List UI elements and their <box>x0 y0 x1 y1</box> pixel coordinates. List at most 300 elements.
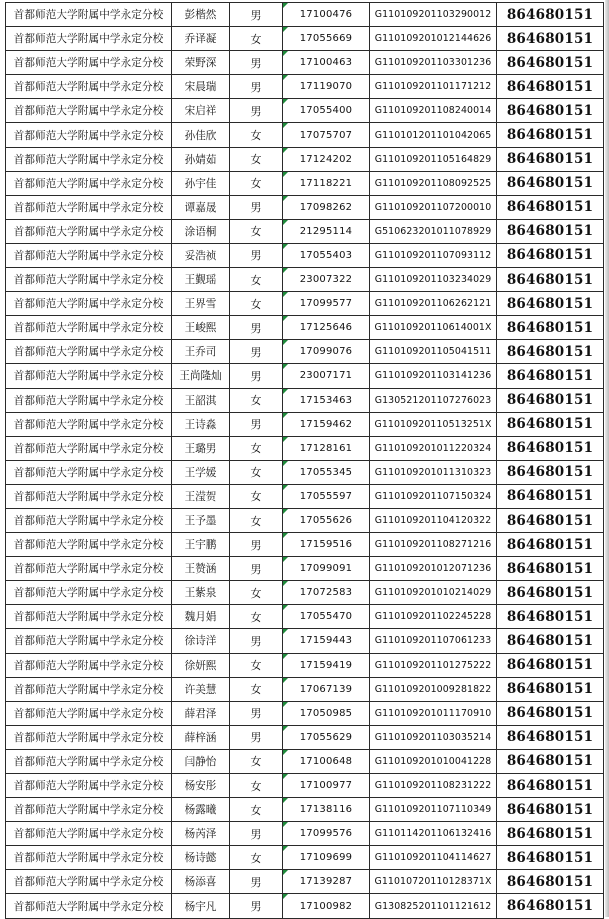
school-cell[interactable] <box>6 51 172 75</box>
table-row <box>6 894 604 918</box>
student-name-cell-text: 王峻熙 <box>184 322 217 335</box>
school-code-cell[interactable] <box>497 629 604 653</box>
registration-code-cell[interactable] <box>370 605 497 629</box>
school-cell[interactable] <box>6 605 172 629</box>
registration-code-cell-text: G110109201107093112 <box>374 249 492 261</box>
gender-cell[interactable] <box>230 364 283 388</box>
school-code-cell[interactable] <box>497 508 604 532</box>
student-name-cell[interactable] <box>172 51 230 75</box>
gender-cell-text: 男 <box>250 731 262 745</box>
registration-code-cell-text: G130825201101121612 <box>374 900 492 912</box>
school-cell[interactable] <box>6 677 172 701</box>
school-code-cell[interactable] <box>497 798 604 822</box>
school-cell[interactable] <box>6 846 172 870</box>
gender-cell[interactable] <box>230 388 283 412</box>
school-cell[interactable] <box>6 243 172 267</box>
student-name-cell[interactable] <box>172 749 230 773</box>
student-name-cell[interactable] <box>172 677 230 701</box>
school-code-cell[interactable] <box>497 27 604 51</box>
gender-cell[interactable] <box>230 51 283 75</box>
registration-code-cell[interactable] <box>370 870 497 894</box>
student-id-cell[interactable] <box>283 147 370 171</box>
school-cell[interactable] <box>6 292 172 316</box>
registration-code-cell[interactable] <box>370 75 497 99</box>
registration-code-cell-text: G110109201108240014 <box>374 105 492 117</box>
school-code-cell[interactable] <box>497 219 604 243</box>
school-cell[interactable] <box>6 147 172 171</box>
school-code-cell[interactable] <box>497 388 604 412</box>
gender-cell[interactable] <box>230 870 283 894</box>
student-id-cell[interactable] <box>283 894 370 918</box>
gender-cell[interactable] <box>230 75 283 99</box>
gender-cell[interactable] <box>230 533 283 557</box>
gender-cell[interactable] <box>230 412 283 436</box>
school-code-cell[interactable] <box>497 894 604 918</box>
table-row <box>6 123 604 147</box>
student-id-cell[interactable] <box>283 3 370 27</box>
table-row <box>6 316 604 340</box>
school-cell-text: 首都师范大学附属中学永定分校 <box>13 900 164 913</box>
student-id-cell[interactable] <box>283 340 370 364</box>
gender-cell-text: 女 <box>250 297 262 311</box>
student-name-cell-text: 王界雪 <box>184 298 217 311</box>
school-code-cell[interactable] <box>497 460 604 484</box>
registration-code-cell-text: G110109201107150324 <box>374 490 492 502</box>
table-row <box>6 677 604 701</box>
student-name-cell[interactable] <box>172 629 230 653</box>
student-id-cell-text: 17099091 <box>299 563 353 575</box>
school-code-cell[interactable] <box>497 316 604 340</box>
student-name-cell[interactable] <box>172 75 230 99</box>
gender-cell[interactable] <box>230 581 283 605</box>
gender-cell[interactable] <box>230 484 283 508</box>
student-name-cell[interactable] <box>172 894 230 918</box>
school-cell[interactable] <box>6 701 172 725</box>
student-name-cell-text: 闫静怡 <box>184 755 217 768</box>
student-id-cell[interactable] <box>283 605 370 629</box>
registration-code-cell[interactable] <box>370 725 497 749</box>
school-code-cell[interactable] <box>497 581 604 605</box>
gender-cell[interactable] <box>230 677 283 701</box>
table-row <box>6 798 604 822</box>
registration-code-cell[interactable] <box>370 629 497 653</box>
table-row <box>6 99 604 123</box>
gender-cell[interactable] <box>230 508 283 532</box>
student-id-cell[interactable] <box>283 822 370 846</box>
registration-code-cell[interactable] <box>370 27 497 51</box>
registration-code-cell[interactable] <box>370 677 497 701</box>
school-code-cell[interactable] <box>497 870 604 894</box>
student-id-cell[interactable] <box>283 533 370 557</box>
student-name-cell[interactable] <box>172 219 230 243</box>
school-code-cell[interactable] <box>497 292 604 316</box>
student-id-cell[interactable] <box>283 484 370 508</box>
school-cell[interactable] <box>6 123 172 147</box>
student-id-cell[interactable] <box>283 268 370 292</box>
school-cell[interactable] <box>6 171 172 195</box>
school-cell[interactable] <box>6 581 172 605</box>
gender-cell-text: 男 <box>250 827 262 841</box>
student-name-cell[interactable] <box>172 484 230 508</box>
table-row <box>6 533 604 557</box>
registration-code-cell-text: G110109201101275222 <box>374 659 492 671</box>
student-name-cell[interactable] <box>172 701 230 725</box>
gender-cell[interactable] <box>230 123 283 147</box>
school-code-cell[interactable] <box>497 533 604 557</box>
student-id-cell[interactable] <box>283 364 370 388</box>
student-name-cell[interactable] <box>172 822 230 846</box>
registration-code-cell[interactable] <box>370 292 497 316</box>
student-name-cell[interactable] <box>172 533 230 557</box>
gender-cell-text: 女 <box>250 490 262 504</box>
school-code-cell[interactable] <box>497 99 604 123</box>
student-name-cell[interactable] <box>172 460 230 484</box>
student-id-cell[interactable] <box>283 75 370 99</box>
number-as-text-warning-icon <box>283 533 288 538</box>
student-id-cell[interactable] <box>283 774 370 798</box>
registration-code-cell[interactable] <box>370 557 497 581</box>
school-code-cell[interactable] <box>497 147 604 171</box>
registration-code-cell[interactable] <box>370 749 497 773</box>
school-code-cell[interactable] <box>497 364 604 388</box>
student-name-cell[interactable] <box>172 774 230 798</box>
school-code-cell[interactable] <box>497 268 604 292</box>
student-id-cell[interactable] <box>283 123 370 147</box>
registration-code-cell-text: G110109201102245228 <box>374 611 492 623</box>
school-cell[interactable] <box>6 3 172 27</box>
registration-code-cell-text: G110109201103234029 <box>374 274 492 286</box>
student-name-cell[interactable] <box>172 846 230 870</box>
student-name-cell-text: 王予墨 <box>184 515 217 528</box>
school-cell[interactable] <box>6 27 172 51</box>
gender-cell[interactable] <box>230 268 283 292</box>
student-id-cell[interactable] <box>283 557 370 581</box>
school-cell-text: 首都师范大学附属中学永定分校 <box>13 587 164 600</box>
student-name-cell-text: 王学媛 <box>184 466 217 479</box>
student-id-cell[interactable] <box>283 99 370 123</box>
school-code-cell[interactable] <box>497 557 604 581</box>
number-as-text-warning-icon <box>283 798 288 803</box>
registration-code-cell[interactable] <box>370 195 497 219</box>
student-id-cell-text: 17055345 <box>299 466 353 478</box>
student-name-cell[interactable] <box>172 725 230 749</box>
school-code-cell[interactable] <box>497 677 604 701</box>
school-cell[interactable] <box>6 219 172 243</box>
student-name-cell-text: 孙婧茹 <box>184 153 217 166</box>
gender-cell[interactable] <box>230 436 283 460</box>
school-cell[interactable] <box>6 822 172 846</box>
student-name-cell-text: 薛君泽 <box>184 707 217 720</box>
school-cell[interactable] <box>6 340 172 364</box>
student-name-cell[interactable] <box>172 581 230 605</box>
gender-cell-text: 女 <box>250 177 262 191</box>
student-id-cell[interactable] <box>283 677 370 701</box>
student-name-cell[interactable] <box>172 99 230 123</box>
gender-cell[interactable] <box>230 822 283 846</box>
registration-code-cell[interactable] <box>370 219 497 243</box>
student-id-cell[interactable] <box>283 219 370 243</box>
student-name-cell[interactable] <box>172 171 230 195</box>
gender-cell[interactable] <box>230 219 283 243</box>
student-name-cell[interactable] <box>172 364 230 388</box>
school-cell[interactable] <box>6 798 172 822</box>
school-code-cell[interactable] <box>497 171 604 195</box>
gender-cell[interactable] <box>230 557 283 581</box>
student-name-cell[interactable] <box>172 268 230 292</box>
gender-cell[interactable] <box>230 316 283 340</box>
student-id-cell[interactable] <box>283 653 370 677</box>
student-name-cell[interactable] <box>172 243 230 267</box>
school-cell[interactable] <box>6 268 172 292</box>
gender-cell[interactable] <box>230 846 283 870</box>
student-name-cell[interactable] <box>172 508 230 532</box>
student-id-cell[interactable] <box>283 798 370 822</box>
student-name-cell-text: 许美慧 <box>184 683 217 696</box>
gender-cell[interactable] <box>230 27 283 51</box>
school-code-cell-text: 864680151 <box>506 536 594 553</box>
school-code-cell[interactable] <box>497 436 604 460</box>
school-cell[interactable] <box>6 364 172 388</box>
student-name-cell-text: 徐妍熙 <box>184 659 217 672</box>
student-id-cell[interactable] <box>283 243 370 267</box>
registration-code-cell[interactable] <box>370 894 497 918</box>
school-cell-text: 首都师范大学附属中学永定分校 <box>13 707 164 720</box>
student-name-cell[interactable] <box>172 798 230 822</box>
registration-code-cell[interactable] <box>370 581 497 605</box>
student-id-cell[interactable] <box>283 171 370 195</box>
table-row <box>6 412 604 436</box>
number-as-text-warning-icon <box>283 678 288 683</box>
table-row <box>6 846 604 870</box>
student-name-cell[interactable] <box>172 412 230 436</box>
student-name-cell-text: 乔译凝 <box>184 33 217 46</box>
gender-cell-text: 女 <box>250 779 262 793</box>
gender-cell[interactable] <box>230 653 283 677</box>
table-row <box>6 171 604 195</box>
registration-code-cell[interactable] <box>370 460 497 484</box>
school-code-cell[interactable] <box>497 412 604 436</box>
student-id-cell[interactable] <box>283 195 370 219</box>
school-cell[interactable] <box>6 99 172 123</box>
student-name-cell[interactable] <box>172 27 230 51</box>
student-name-cell[interactable] <box>172 388 230 412</box>
registration-code-cell[interactable] <box>370 822 497 846</box>
table-row <box>6 774 604 798</box>
school-code-cell[interactable] <box>497 340 604 364</box>
gender-cell[interactable] <box>230 894 283 918</box>
registration-code-cell[interactable] <box>370 3 497 27</box>
school-code-cell-text: 864680151 <box>506 319 594 336</box>
gender-cell[interactable] <box>230 460 283 484</box>
school-code-cell[interactable] <box>497 605 604 629</box>
registration-code-cell[interactable] <box>370 171 497 195</box>
school-cell[interactable] <box>6 557 172 581</box>
gender-cell[interactable] <box>230 3 283 27</box>
student-name-cell[interactable] <box>172 3 230 27</box>
school-code-cell-text: 864680151 <box>506 512 594 529</box>
student-id-cell[interactable] <box>283 749 370 773</box>
registration-code-cell[interactable] <box>370 412 497 436</box>
number-as-text-warning-icon <box>283 364 288 369</box>
student-name-cell-text: 王诗淼 <box>184 418 217 431</box>
registration-code-cell[interactable] <box>370 701 497 725</box>
student-id-cell[interactable] <box>283 27 370 51</box>
student-name-cell-text: 王觐瑶 <box>184 274 217 287</box>
gender-cell[interactable] <box>230 171 283 195</box>
student-id-cell-text: 17139287 <box>299 876 353 888</box>
student-id-cell[interactable] <box>283 870 370 894</box>
student-id-cell[interactable] <box>283 581 370 605</box>
gender-cell[interactable] <box>230 725 283 749</box>
student-name-cell[interactable] <box>172 340 230 364</box>
registration-code-cell[interactable] <box>370 99 497 123</box>
school-code-cell[interactable] <box>497 701 604 725</box>
school-code-cell[interactable] <box>497 243 604 267</box>
gender-cell[interactable] <box>230 629 283 653</box>
gender-cell[interactable] <box>230 243 283 267</box>
school-code-cell-text: 864680151 <box>506 777 594 794</box>
registration-code-cell[interactable] <box>370 846 497 870</box>
registration-code-cell[interactable] <box>370 316 497 340</box>
registration-code-cell[interactable] <box>370 243 497 267</box>
school-cell[interactable] <box>6 460 172 484</box>
number-as-text-warning-icon <box>283 27 288 32</box>
gender-cell[interactable] <box>230 701 283 725</box>
school-cell[interactable] <box>6 412 172 436</box>
table-row <box>6 27 604 51</box>
registration-code-cell[interactable] <box>370 268 497 292</box>
gender-cell-text: 女 <box>250 610 262 624</box>
school-cell[interactable] <box>6 388 172 412</box>
registration-code-cell[interactable] <box>370 123 497 147</box>
gender-cell-text: 女 <box>250 586 262 600</box>
school-code-cell[interactable] <box>497 749 604 773</box>
gender-cell[interactable] <box>230 798 283 822</box>
registration-code-cell-text: G110109201107200010 <box>374 201 492 213</box>
number-as-text-warning-icon <box>283 75 288 80</box>
student-name-cell[interactable] <box>172 870 230 894</box>
school-code-cell[interactable] <box>497 822 604 846</box>
student-name-cell[interactable] <box>172 605 230 629</box>
registration-code-cell[interactable] <box>370 436 497 460</box>
registration-code-cell[interactable] <box>370 798 497 822</box>
school-cell[interactable] <box>6 725 172 749</box>
school-code-cell-text: 864680151 <box>506 440 594 457</box>
registration-code-cell-text: G110109201106262121 <box>374 298 492 310</box>
gender-cell-text: 男 <box>250 418 262 432</box>
school-cell[interactable] <box>6 533 172 557</box>
gender-cell[interactable] <box>230 749 283 773</box>
student-name-cell[interactable] <box>172 147 230 171</box>
student-id-cell[interactable] <box>283 629 370 653</box>
student-id-cell[interactable] <box>283 725 370 749</box>
school-cell[interactable] <box>6 653 172 677</box>
student-id-cell[interactable] <box>283 412 370 436</box>
registration-code-cell[interactable] <box>370 508 497 532</box>
registration-code-cell[interactable] <box>370 653 497 677</box>
registration-code-cell[interactable] <box>370 147 497 171</box>
registration-code-cell[interactable] <box>370 340 497 364</box>
student-name-cell[interactable] <box>172 292 230 316</box>
student-id-cell[interactable] <box>283 846 370 870</box>
school-cell[interactable] <box>6 484 172 508</box>
registration-code-cell-text: G110109201105041511 <box>374 346 492 358</box>
school-cell[interactable] <box>6 894 172 918</box>
school-code-cell[interactable] <box>497 195 604 219</box>
gender-cell[interactable] <box>230 147 283 171</box>
school-cell[interactable] <box>6 774 172 798</box>
student-name-cell[interactable] <box>172 316 230 340</box>
gender-cell[interactable] <box>230 774 283 798</box>
student-id-cell[interactable] <box>283 292 370 316</box>
school-cell[interactable] <box>6 75 172 99</box>
school-code-cell[interactable] <box>497 75 604 99</box>
student-id-cell[interactable] <box>283 51 370 75</box>
student-name-cell[interactable] <box>172 557 230 581</box>
school-cell-text: 首都师范大学附属中学永定分校 <box>13 876 164 889</box>
registration-code-cell[interactable] <box>370 774 497 798</box>
student-id-cell[interactable] <box>283 701 370 725</box>
gender-cell[interactable] <box>230 99 283 123</box>
school-code-cell[interactable] <box>497 725 604 749</box>
registration-code-cell-text: G11010920110513251X <box>374 418 492 430</box>
school-code-cell-text: 864680151 <box>506 30 594 47</box>
registration-code-cell[interactable] <box>370 51 497 75</box>
gender-cell[interactable] <box>230 340 283 364</box>
number-as-text-warning-icon <box>283 437 288 442</box>
student-name-cell[interactable] <box>172 436 230 460</box>
school-cell[interactable] <box>6 749 172 773</box>
gender-cell-text: 男 <box>250 538 262 552</box>
school-cell[interactable] <box>6 195 172 219</box>
registration-code-cell[interactable] <box>370 533 497 557</box>
school-code-cell[interactable] <box>497 846 604 870</box>
student-name-cell[interactable] <box>172 653 230 677</box>
school-code-cell[interactable] <box>497 653 604 677</box>
registration-code-cell[interactable] <box>370 484 497 508</box>
student-id-cell[interactable] <box>283 460 370 484</box>
school-cell[interactable] <box>6 629 172 653</box>
school-code-cell[interactable] <box>497 51 604 75</box>
table-row <box>6 243 604 267</box>
school-code-cell[interactable] <box>497 3 604 27</box>
registration-code-cell-text: G110109201103301236 <box>374 57 492 69</box>
gender-cell[interactable] <box>230 195 283 219</box>
school-code-cell[interactable] <box>497 774 604 798</box>
school-code-cell[interactable] <box>497 484 604 508</box>
school-cell[interactable] <box>6 436 172 460</box>
registration-code-cell-text: G110109201011310323 <box>374 466 492 478</box>
registration-code-cell-text: G110109201107061233 <box>374 635 492 647</box>
gender-cell[interactable] <box>230 292 283 316</box>
school-cell[interactable] <box>6 508 172 532</box>
gender-cell[interactable] <box>230 605 283 629</box>
student-id-cell[interactable] <box>283 436 370 460</box>
school-cell-text: 首都师范大学附属中学永定分校 <box>13 105 164 118</box>
student-id-cell-text: 17128161 <box>299 442 353 454</box>
school-cell[interactable] <box>6 870 172 894</box>
registration-code-cell[interactable] <box>370 364 497 388</box>
student-id-cell[interactable] <box>283 316 370 340</box>
student-name-cell[interactable] <box>172 195 230 219</box>
number-as-text-warning-icon <box>283 750 288 755</box>
student-id-cell[interactable] <box>283 388 370 412</box>
school-code-cell[interactable] <box>497 123 604 147</box>
registration-code-cell[interactable] <box>370 388 497 412</box>
student-name-cell[interactable] <box>172 123 230 147</box>
school-cell[interactable] <box>6 316 172 340</box>
student-id-cell[interactable] <box>283 508 370 532</box>
